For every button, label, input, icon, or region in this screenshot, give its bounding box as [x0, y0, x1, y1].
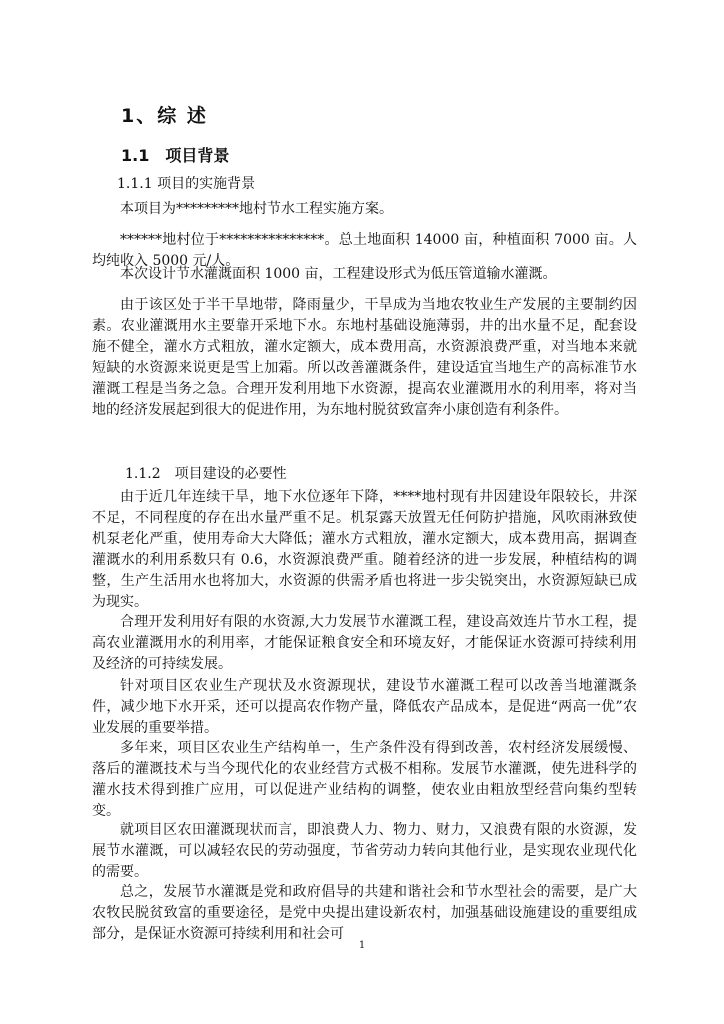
page-number: 1 — [358, 940, 366, 951]
paragraph-status: 就项目区农田灌溉现状而言，即浪费人力、物力、财力，又浪费有限的水资源，发展节水灌溉，可以减轻农民的劳动强度，节省劳动力转向其他行业，是实现农业现代化的需要。 — [92, 822, 637, 880]
sub-subsection-heading-background: 1.1.1 项目的实施背景 — [117, 176, 256, 192]
subsection-heading: 1.1 项目背景 — [121, 146, 230, 165]
paragraph-design: 本次设计节水灌溉面积 1000 亩，工程建设形式为低压管道输水灌溉。 — [120, 266, 557, 282]
paragraph-years: 多年来，项目区农业生产结构单一，生产条件没有得到改善，农村经济发展缓慢、落后的灌溉技术与当今现代化的农业经营方式极不相称。发展节水灌溉，使先进科学的灌水技术得到推广应用，可以促进产业结构的调整，使农业由粗放型经营向集约型转变。 — [92, 740, 637, 819]
paragraph-summary: 总之，发展节水灌溉是党和政府倡导的共建和谐社会和节水型社会的需要，是广大农牧民脱贫致富的重要途径，是党中央提出建设新农村，加强基础设施建设的重要组成部分，是保证水资源可持续利用和社会可 — [92, 884, 637, 942]
paragraph-necessity: 由于近几年连续干旱，地下水位逐年下降，****地村现有井因建设年限较长，井深不足，不同程度的存在出水量严重不足。机泵露天放置无任何防护措施，风吹雨淋致使机泵老化严重，使用寿命大大降低；灌水方式粗放，灌水定额大，成本费用高，据调查灌溉水的利用系数只有 0.6，水资源浪费严重。随着经济的进一步发展，种植结构的调整，生产生活用水也将加大，水资源的供需矛盾也将进一步尖锐突出，水资源短缺已成为现实。 — [92, 489, 637, 610]
sub-subsection-heading-necessity: 1.1.2 项目建设的必要性 — [125, 466, 287, 482]
paragraph-background: 由于该区处于半干旱地带，降雨量少，干旱成为当地农牧业生产发展的主要制约因素。农业灌溉用水主要靠开采地下水。东地村基础设施薄弱，井的出水量不足，配套设施不健全，灌水方式粗放，灌水定额大，成本费用高，水资源浪费严重，对当地本来就短缺的水资源来说更是雪上加霜。所以改善灌溉条件，建设适宜当地生产的高标准节水灌溉工程是当务之急。合理开发利用地下水资源，提高农业灌溉用水的利用率，将对当地的经济发展起到很大的促进作用，为东地村脱贫致富奔小康创造有利条件。 — [92, 297, 637, 418]
paragraph-develop: 合理开发利用好有限的水资源,大力发展节水灌溉工程，建设高效连片节水工程，提高农业灌溉用水的利用率，才能保证粮食安全和环境友好，才能保证水资源可持续利用及经济的可持续发展。 — [92, 614, 637, 672]
paragraph-location: ******地村位于***************。总土地面积 14000 亩，种植面积 7000 亩。人均纯收入 5000 元/人。 — [92, 232, 637, 269]
paragraph-project: 本项目为*********地村节水工程实施方案。 — [120, 201, 393, 217]
paragraph-target: 针对项目区农业生产现状及水资源现状，建设节水灌溉工程可以改善当地灌溉条件，减少地下水开采，还可以提高农作物产量，降低农产品成本，是促进“两高一优”农业发展的重要举措。 — [92, 678, 637, 736]
section-heading: 1、综 述 — [121, 105, 208, 127]
